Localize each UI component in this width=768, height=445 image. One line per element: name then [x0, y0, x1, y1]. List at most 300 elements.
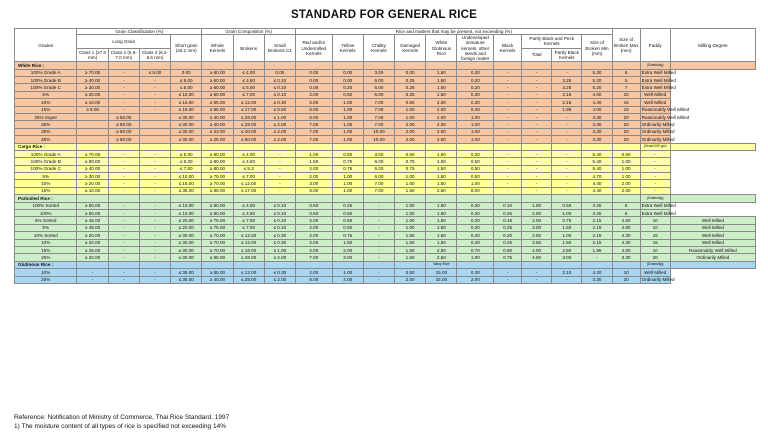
table-cell: 2.00 [296, 165, 333, 172]
grade-label: 100% Grade B [15, 158, 77, 165]
table-cell: ≥ 45.00 [77, 217, 108, 224]
table-cell: ≥ 26.00 [202, 136, 233, 143]
table-cell [457, 62, 494, 69]
table-cell: ≥ 70.00 [202, 246, 233, 253]
table-cell: 5.40 [582, 150, 612, 157]
table-cell: 0.20 [457, 150, 494, 157]
table-cell: - [108, 158, 139, 165]
table-cell: - [108, 246, 139, 253]
table-cell: 0.75 [494, 254, 522, 261]
table-cell: 2.00 [296, 224, 333, 231]
table-row [15, 91, 756, 98]
table-cell: ≤ 5.00 [171, 84, 202, 91]
table-cell: 2.10 [552, 269, 582, 276]
table-cell: ≤ 12.00 [233, 239, 264, 246]
size-broken-min-header: Size of Broken Min (mm) [582, 35, 612, 62]
table-cell: 0.50 [296, 210, 333, 217]
table-cell: 6.00 [363, 77, 394, 84]
table-row [15, 202, 756, 209]
table-cell [332, 143, 363, 150]
table-cell: 4.00 [332, 276, 363, 283]
table-cell: ≤ 0.50 [264, 106, 295, 113]
section-paddy-unit: (Grains/kg) [640, 62, 670, 69]
table-cell: ≥ 60.00 [202, 77, 233, 84]
table-cell: 1.00 [332, 106, 363, 113]
table-cell: 2.00 [522, 217, 552, 224]
table-cell: 20 [612, 113, 640, 120]
table-cell: 2.00 [296, 239, 333, 246]
table-cell: ≥ 30.00 [77, 84, 108, 91]
section-paddy-unit: (Grains/kg) [640, 195, 670, 202]
table-cell [552, 143, 582, 150]
table-cell [612, 62, 640, 69]
table-cell: 1.00 [457, 113, 494, 120]
table-cell: - [552, 173, 582, 180]
total-header: Total [522, 48, 552, 62]
grade-label: 15% [15, 106, 77, 113]
table-cell [395, 143, 426, 150]
table-cell: 4.00 [582, 106, 612, 113]
table-cell: - [494, 173, 522, 180]
table-cell: 2.00 [296, 91, 333, 98]
table-cell: ≤ 10.00 [171, 210, 202, 217]
table-cell: Well Milled [670, 224, 755, 231]
grade-label: 10% [15, 99, 77, 106]
table-cell: 0.25 [494, 239, 522, 246]
table-cell: ≥ 65.00 [202, 254, 233, 261]
table-cell: - [522, 180, 552, 187]
table-cell: 5.00 [296, 106, 333, 113]
table-cell: 6.00 [363, 165, 394, 172]
damaged-kernels-header: Damaged Kernels [395, 35, 426, 62]
table-cell: 0.75 [395, 158, 426, 165]
table-cell [494, 143, 522, 150]
table-cell: - [108, 99, 139, 106]
table-cell [296, 62, 333, 69]
section-label: White Rice : [15, 62, 77, 69]
grade-label: 10% Sorted [15, 232, 77, 239]
table-cell: 5.30 [582, 69, 612, 76]
table-cell: ≤ 7.00 [233, 224, 264, 231]
table-cell: 1.00 [457, 180, 494, 187]
table-cell: - [494, 69, 522, 76]
table-cell [108, 261, 139, 268]
table-cell [233, 143, 264, 150]
table-cell: 1.50 [395, 239, 426, 246]
table-cell: 2.15 [552, 99, 582, 106]
table-cell: 1.50 [426, 165, 457, 172]
table-cell: 2.00 [426, 113, 457, 120]
table-cell: 2.00 [612, 187, 640, 194]
table-cell: 5 [612, 77, 640, 84]
table-cell: - [522, 276, 552, 283]
table-row [15, 150, 756, 157]
table-cell: ≤ 0.30 [264, 239, 295, 246]
table-cell: 0.00 [332, 77, 363, 84]
table-cell: 2.00 [395, 128, 426, 135]
table-cell [332, 62, 363, 69]
table-cell: 10 [640, 224, 670, 231]
table-cell: 4.20 [582, 269, 612, 276]
table-cell: - [494, 158, 522, 165]
table-cell [582, 143, 612, 150]
table-cell [77, 195, 108, 202]
table-cell: 6.00 [363, 158, 394, 165]
table-cell: - [108, 180, 139, 187]
table-cell: - [552, 150, 582, 157]
table-cell: ≥ 80.00 [202, 150, 233, 157]
table-cell [202, 261, 233, 268]
table-cell [426, 62, 457, 69]
table-cell: ≤ 4.50 [233, 210, 264, 217]
table-cell: 2.00 [296, 269, 333, 276]
table-cell: ≤ 0.10 [264, 202, 295, 209]
table-cell: - [494, 106, 522, 113]
table-cell: 1.50 [395, 187, 426, 194]
table-cell: - [552, 180, 582, 187]
table-cell: 1.50 [426, 173, 457, 180]
table-cell: ≤ 15.00 [171, 180, 202, 187]
table-cell: 20 [612, 128, 640, 135]
table-cell: 6.00 [363, 84, 394, 91]
table-cell [457, 261, 494, 268]
table-cell: 0.50 [612, 150, 640, 157]
table-row [15, 99, 756, 106]
table-cell: 0.25 [494, 224, 522, 231]
white-glutinous-header: White Glutinous Rice [426, 35, 457, 62]
table-cell: ≥ 80.00 [202, 158, 233, 165]
table-cell: 3.25 [552, 84, 582, 91]
table-cell: - [494, 91, 522, 98]
section-label: Glutinous Rice : [15, 261, 77, 268]
table-cell: Well Milled [670, 217, 755, 224]
table-cell: - [640, 150, 670, 157]
table-cell: 2.50 [426, 187, 457, 194]
table-cell: 4.60 [612, 217, 640, 224]
table-cell [264, 195, 295, 202]
table-cell: 2.00 [296, 217, 333, 224]
table-cell: ≤ 4.50 [233, 158, 264, 165]
table-cell: ≥ 10.00 [77, 99, 108, 106]
table-cell: - [139, 165, 170, 172]
paddy-header: Paddy [640, 29, 670, 62]
table-cell: 1.00 [332, 113, 363, 120]
table-cell [612, 195, 640, 202]
table-cell: 7.00 [363, 106, 394, 113]
table-cell [77, 136, 108, 143]
table-cell: ≥ 20.00 [77, 254, 108, 261]
table-cell: 0.30 [457, 269, 494, 276]
table-cell: ≥ 50.00 [108, 128, 139, 135]
table-cell: 0.50 [552, 202, 582, 209]
table-cell: 2.00 [457, 276, 494, 283]
table-cell: 0.75 [395, 165, 426, 172]
section-paddy-unit: (Grains/kg) [640, 261, 670, 268]
undeveloped-kernels-header: Undeveloped immature kernels, other seeds and foreign matter [457, 35, 494, 62]
section-header-parboiled [15, 195, 756, 202]
table-cell: - [494, 150, 522, 157]
whole-kernels-header: Whole Kernels [202, 35, 233, 62]
table-cell: ≤ 30.00 [171, 136, 202, 143]
table-cell: ≤ 0.10 [264, 84, 295, 91]
table-cell [522, 62, 552, 69]
table-cell: ≥ 60.00 [202, 84, 233, 91]
table-cell [612, 261, 640, 268]
table-cell: ≤ 18.00 [233, 246, 264, 253]
table-cell: - [108, 106, 139, 113]
table-cell: 4.00 [522, 246, 552, 253]
table-row [15, 217, 756, 224]
table-cell: ≥ 5.00 [77, 106, 108, 113]
table-row [15, 239, 756, 246]
table-cell [552, 195, 582, 202]
table-cell: - [552, 128, 582, 135]
table-cell: 0.15 [494, 217, 522, 224]
table-cell: ≥ 40.00 [77, 77, 108, 84]
table-cell: 0.50 [332, 217, 363, 224]
table-cell: 1.50 [395, 180, 426, 187]
table-cell: ≤ 0.30 [264, 232, 295, 239]
table-cell: ≤ 7.00 [233, 173, 264, 180]
table-cell: ≥ 55.00 [202, 269, 233, 276]
table-cell [233, 261, 264, 268]
table-cell: ≤ 35.00 [171, 187, 202, 194]
table-row [15, 269, 756, 276]
table-cell [670, 62, 755, 69]
table-cell: 1.00 [332, 128, 363, 135]
table-cell: 0.50 [457, 173, 494, 180]
table-row [15, 165, 756, 172]
footer [14, 413, 229, 431]
table-cell [363, 261, 394, 268]
table-cell: 2.50 [522, 232, 552, 239]
grade-label: 5% [15, 173, 77, 180]
table-cell: - [494, 180, 522, 187]
table-cell: 15 [640, 232, 670, 239]
table-cell: - [139, 187, 170, 194]
table-cell: Extra Well Milled [641, 77, 676, 83]
table-cell [494, 195, 522, 202]
table-cell: Well Milled [640, 91, 670, 98]
grade-label: 5% [15, 224, 77, 231]
table-row [15, 246, 756, 253]
table-cell: 1.00 [332, 99, 363, 106]
table-cell: 0.20 [332, 84, 363, 91]
grade-label: 15% [15, 246, 77, 253]
table-cell: ≤ 30.00 [171, 254, 202, 261]
table-cell: - [108, 210, 139, 217]
table-cell: ≥ 65.00 [202, 187, 233, 194]
table-cell: 2.00 [426, 106, 457, 113]
table-cell: - [522, 91, 552, 98]
table-cell: - [494, 99, 522, 106]
table-cell: 2.00 [426, 99, 457, 106]
table-cell: - [363, 232, 394, 239]
table-cell [395, 195, 426, 202]
table-cell: - [139, 84, 170, 91]
table-cell: 0.00 [264, 69, 295, 76]
table-cell: 7.00 [296, 136, 333, 143]
table-cell: 7.00 [296, 128, 333, 135]
table-cell: 5.00 [296, 187, 333, 194]
table-cell: ≤ 2.00 [264, 121, 295, 128]
table-cell: - [77, 276, 108, 283]
table-cell: - [108, 269, 139, 276]
table-row [15, 158, 756, 165]
table-cell [139, 62, 170, 69]
table-cell: 2.50 [522, 210, 552, 217]
table-row [15, 113, 756, 120]
table-cell [171, 143, 202, 150]
table-cell [108, 195, 139, 202]
table-cell [522, 143, 552, 150]
table-cell: ≥ 60.00 [202, 91, 233, 98]
table-cell: ≥ 20.00 [77, 239, 108, 246]
table-cell [582, 195, 612, 202]
table-cell: - [640, 158, 670, 165]
table-cell [139, 121, 170, 128]
grade-label: 100% Grade C [15, 84, 77, 91]
table-cell: ≤ 4.00 [233, 202, 264, 209]
table-cell [171, 195, 202, 202]
table-cell: 15 [612, 106, 640, 113]
table-cell: ≥ 50.00 [108, 121, 139, 128]
table-cell: 1.00 [395, 173, 426, 180]
table-cell: 10.00 [363, 128, 394, 135]
table-cell: ≤ 0.10 [264, 210, 295, 217]
table-cell: 1.50 [426, 84, 457, 91]
grade-label: 100% Grade B [15, 77, 77, 84]
table-cell: 1.50 [332, 239, 363, 246]
table-cell: ≤ 30.00 [171, 121, 202, 128]
table-cell: - [552, 158, 582, 165]
table-cell: 0.75 [332, 158, 363, 165]
table-cell [522, 261, 552, 268]
table-row [15, 121, 756, 128]
table-cell: ≥ 60.00 [77, 202, 108, 209]
table-cell: Well Milled [670, 239, 755, 246]
table-cell: ≥ 30.00 [77, 173, 108, 180]
short-grain-header: Short grain (≤6.2 mm) [171, 35, 202, 62]
table-cell: - [108, 173, 139, 180]
table-cell: ≤ 5.00 [233, 84, 264, 91]
table-cell: 0.50 [457, 158, 494, 165]
table-cell [296, 195, 333, 202]
table-cell: - [522, 99, 552, 106]
grade-label: 100% [15, 210, 77, 217]
table-cell: Extra Well Milled [641, 210, 676, 216]
grade-label: 25% [15, 254, 77, 261]
table-cell: 15 [612, 99, 640, 106]
table-cell: ≤ 5.00 [171, 77, 202, 84]
table-cell [77, 62, 108, 69]
table-cell: 2.50 [552, 246, 582, 253]
table-cell: 6.00 [363, 173, 394, 180]
table-cell: 0.20 [457, 77, 494, 84]
table-cell: - [108, 224, 139, 231]
table-cell: 0.00 [296, 84, 333, 91]
table-row [15, 77, 756, 84]
table-cell: 3.00 [332, 254, 363, 261]
table-cell [522, 195, 552, 202]
table-cell: 15.00 [426, 276, 457, 283]
table-cell: - [108, 239, 139, 246]
table-cell: 7.00 [363, 121, 394, 128]
table-cell: 1.00 [332, 121, 363, 128]
table-cell: 5.40 [582, 165, 612, 172]
table-cell: 1.50 [426, 202, 457, 209]
table-cell: - [139, 150, 170, 157]
table-cell: 1.00 [395, 217, 426, 224]
table-cell: 5 [612, 69, 640, 76]
table-cell: - [522, 128, 552, 135]
table-cell: 1.50 [426, 150, 457, 157]
table-cell: Reasonably Well Milled [670, 246, 755, 253]
table-cell: 3.25 [582, 210, 612, 217]
table-cell: - [552, 187, 582, 194]
table-cell: - [522, 121, 552, 128]
table-cell: - [522, 106, 552, 113]
table-cell: - [264, 187, 295, 194]
table-cell: 0.30 [457, 91, 494, 98]
table-cell: ≤ 30.00 [171, 239, 202, 246]
section-header-white [15, 62, 756, 69]
table-cell [494, 261, 522, 268]
table-cell: ≤ 12.00 [233, 232, 264, 239]
table-cell: ≤ 28.00 [233, 276, 264, 283]
table-row [15, 136, 756, 143]
table-cell: - [139, 217, 170, 224]
table-cell: - [108, 84, 139, 91]
table-cell: ≤ 30.00 [171, 246, 202, 253]
table-cell: 1.00 [612, 165, 640, 172]
table-cell: - [522, 173, 552, 180]
table-cell: 0.00 [296, 77, 333, 84]
table-cell: - [522, 158, 552, 165]
chalky-kernels-header: Chalky Kernels [363, 35, 394, 62]
table-cell: 0.20 [457, 210, 494, 217]
table-cell: - [264, 165, 295, 172]
table-cell [670, 261, 755, 268]
table-cell: - [139, 276, 170, 283]
table-cell: 3.30 [582, 136, 612, 143]
table-cell [264, 143, 295, 150]
table-cell: 1.00 [332, 173, 363, 180]
table-cell: 3.30 [582, 276, 612, 283]
table-cell: ≤ 2.00 [264, 136, 295, 143]
document-title: STANDARD FOR GENERAL RICE [290, 9, 478, 21]
table-cell: 1.00 [395, 224, 426, 231]
table-cell: ≥ 40.00 [202, 121, 233, 128]
table-cell: 2.15 [552, 91, 582, 98]
table-cell: 5.20 [582, 84, 612, 91]
table-cell: 2.00 [426, 136, 457, 143]
table-row [15, 210, 756, 217]
table-cell: Reasonably Well Milled [641, 114, 690, 120]
table-cell: 0.00 [395, 69, 426, 76]
table-cell: - [552, 69, 582, 76]
table-cell: Ordinarily Milled [641, 121, 675, 127]
table-cell [552, 62, 582, 69]
table-cell [494, 62, 522, 69]
table-cell: ≤ 20.00 [171, 217, 202, 224]
table-cell: ≥ 60.00 [202, 69, 233, 76]
table-cell: 1.50 [426, 158, 457, 165]
table-cell: 0.25 [395, 91, 426, 98]
table-cell: ≤ 35.00 [171, 276, 202, 283]
table-cell: Well Milled [670, 232, 755, 239]
grade-label: 25% Super [15, 113, 77, 120]
